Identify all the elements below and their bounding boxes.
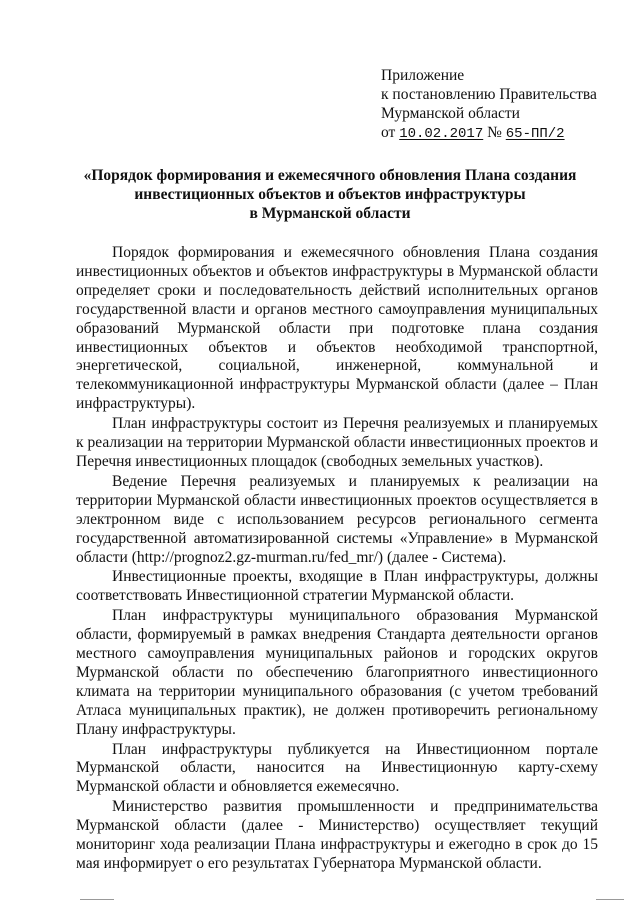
resolution-date: 10.02.2017 — [399, 126, 484, 142]
appendix-header — [381, 66, 621, 144]
paragraph: Министерство развития промышленности и предпринимательства Мурманской области (далее - Министерство) осуществляет текущий мониторинг хода реализации Плана инфраструктуры и ежегодно в срок до 15 мая информирует о его результатах Губернатора Мурманской области. — [76, 798, 598, 872]
resolution-number: 65-ПП/2 — [505, 126, 565, 142]
paragraph: Порядок формирования и ежемесячного обновления Плана создания инвестиционных объектов и объектов инфраструктуры в Мурманской области определяет сроки и последовательность действий исполнительных органов государственной власти и органов местного самоуправления муниципальных образований Мурманской области при подготовке плана создания инвестиционных объектов и объектов необходимой транспортной, энергетической, социальной, инженерной, коммунальной и телекоммуникационной инфраструктуры Мурманской области (далее – План инфраструктуры). — [76, 244, 598, 413]
footer-divider-right — [596, 899, 624, 900]
footer-divider-left — [80, 899, 114, 900]
paragraph: План инфраструктуры муниципального образования Мурманской области, формируемый в рамках внедрения Стандарта деятельности органов местного самоуправления муниципальных районов и городских округов Мурманской области по обеспечению благоприятного инвестиционного климата на территории муниципального образования (с учетом требований Атласа муниципальных практик), не должен противоречить региональному Плану инфраструктуры. — [76, 607, 598, 738]
title-line-1: «Порядок формирования и ежемесячного обновления Плана создания — [83, 167, 577, 184]
title-line-3: в Мурманской области — [249, 205, 411, 222]
appendix-date-line — [381, 123, 621, 144]
title-line-2: инвестиционных объектов и объектов инфраструктуры — [134, 186, 526, 203]
appendix-line-3: Мурманской области — [381, 105, 520, 122]
number-prefix: № — [483, 124, 506, 141]
appendix-line-1: Приложение — [381, 67, 465, 84]
document-title — [60, 166, 600, 223]
paragraph: Инвестиционные проекты, входящие в План инфраструктуры, должны соответствовать Инвестиционной стратегии Мурманской области. — [76, 568, 598, 605]
paragraph: Ведение Перечня реализуемых и планируемых к реализации на территории Мурманской области инвестиционных проектов осуществляется в электронном виде с использованием ресурсов регионального сегмента государственной автоматизированной системы «Управление» в Мурманской области (http://prognoz2.gz-murman.ru/fed_mr/) (далее - Система). — [76, 472, 598, 566]
paragraph: План инфраструктуры публикуется на Инвестиционном портале Мурманской области, наносится на Инвестиционную карту-схему Мурманской области и обновляется ежемесячно. — [76, 740, 598, 796]
date-prefix: от — [381, 124, 400, 141]
appendix-line-2: к постановлению Правительства — [381, 86, 597, 103]
paragraph: План инфраструктуры состоит из Перечня реализуемых и планируемых к реализации на территории Мурманской области инвестиционных проектов и Перечня инвестиционных площадок (свободных земельных участков). — [76, 415, 598, 470]
document-body — [76, 244, 598, 875]
